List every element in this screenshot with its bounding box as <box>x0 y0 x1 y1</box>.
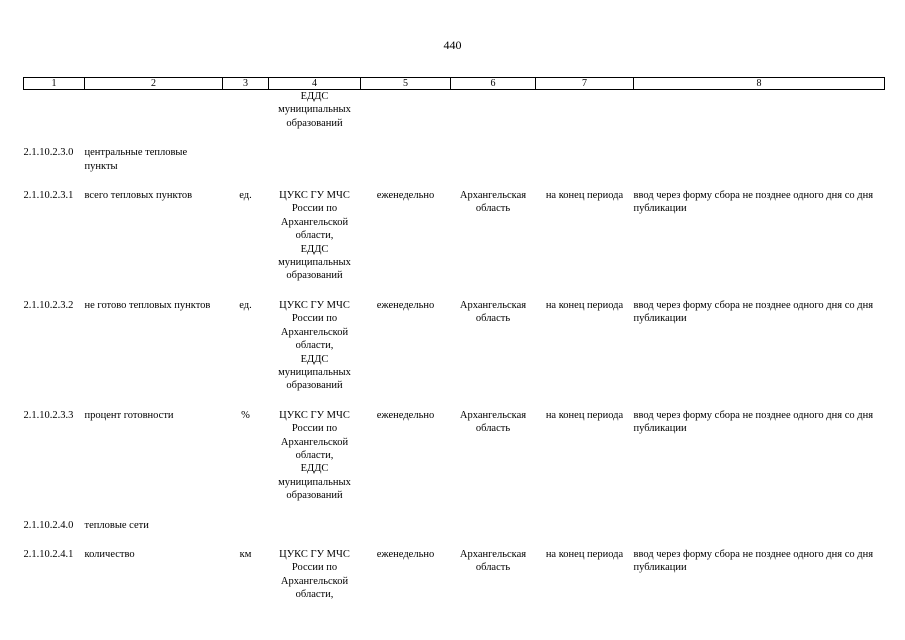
unit-cell: % <box>241 409 250 421</box>
source-line: ЦУКС ГУ МЧС <box>279 409 350 421</box>
table-row <box>24 519 885 548</box>
source-cell <box>269 189 361 299</box>
period-cell <box>536 519 634 548</box>
source-line: ЦУКС ГУ МЧС <box>279 548 350 560</box>
column-number: 5 <box>361 78 451 90</box>
territory-cell <box>451 519 536 548</box>
frequency-cell <box>361 146 451 189</box>
source-line: образований <box>286 380 343 392</box>
indicator-code: 2.1.10.2.4.1 <box>23 548 74 560</box>
source-cell <box>269 548 361 618</box>
method-cell <box>634 146 885 189</box>
frequency-cell: еженедельно <box>376 409 435 421</box>
source-line: Архангельской <box>280 326 349 338</box>
source-line: муниципальных <box>278 257 351 269</box>
method-cell: ввод через форму сбора не позднее одного дня со дня публикации <box>633 190 874 215</box>
source-line: образований <box>286 270 343 282</box>
territory-cell: Архангельская область <box>459 299 527 325</box>
source-line: ЕДДС <box>300 463 329 475</box>
source-line: России по <box>291 423 338 435</box>
frequency-cell: еженедельно <box>376 299 435 311</box>
source-line: образований <box>286 117 343 129</box>
frequency-cell <box>361 519 451 548</box>
source-cell <box>269 409 361 519</box>
territory-cell: Архангельская область <box>459 548 527 574</box>
source-line: ЕДДС <box>300 353 329 365</box>
column-number: 8 <box>634 78 885 90</box>
indicator-code: 2.1.10.2.3.3 <box>23 409 74 421</box>
source-line: Архангельской <box>280 575 349 587</box>
period-cell: на конец периода <box>545 548 624 560</box>
indicator-name: тепловые сети <box>84 519 149 531</box>
source-line: Архангельской <box>280 436 349 448</box>
territory-cell: Архангельская область <box>459 409 527 435</box>
source-line: области, <box>295 589 334 601</box>
source-line: области, <box>295 449 334 461</box>
indicator-name: не готово тепловых пунктов <box>84 299 211 311</box>
source-line: муниципальных <box>278 104 351 116</box>
source-line: ЕДДС <box>300 91 329 102</box>
territory-cell <box>451 146 536 189</box>
table-row <box>24 189 885 299</box>
column-number-row <box>24 78 885 90</box>
column-number: 1 <box>24 78 85 90</box>
indicator-table <box>23 77 885 618</box>
period-cell: на конец периода <box>545 299 624 311</box>
unit-cell: ед. <box>239 299 252 311</box>
source-line: России по <box>291 203 338 215</box>
method-cell: ввод через форму сбора не позднее одного дня со дня публикации <box>633 409 874 435</box>
source-cell <box>269 90 361 147</box>
indicator-code: 2.1.10.2.3.2 <box>23 299 74 311</box>
column-number: 2 <box>85 78 223 90</box>
source-cell <box>269 519 361 548</box>
method-cell: ввод через форму сбора не позднее одного дня со дня публикации <box>633 548 874 574</box>
table-row <box>24 409 885 519</box>
period-cell <box>536 146 634 189</box>
source-line: муниципальных <box>278 366 351 378</box>
column-number: 7 <box>536 78 634 90</box>
unit-cell <box>223 519 269 548</box>
indicator-code: 2.1.10.2.3.0 <box>23 147 74 159</box>
frequency-cell: еженедельно <box>376 548 435 560</box>
source-line: ЦУКС ГУ МЧС <box>279 299 350 311</box>
source-line: Архангельской <box>280 216 349 228</box>
frequency-cell: еженедельно <box>376 190 435 202</box>
indicator-name: процент готовности <box>84 409 174 421</box>
method-cell: ввод через форму сбора не позднее одного дня со дня публикации <box>633 299 874 325</box>
source-cell <box>269 146 361 189</box>
source-line: России по <box>291 313 338 325</box>
source-line: России по <box>291 562 338 574</box>
table-row <box>24 548 885 618</box>
unit-cell: ед. <box>239 190 252 202</box>
period-cell: на конец периода <box>545 190 624 202</box>
source-line: ЕДДС <box>300 243 329 255</box>
method-cell <box>634 519 885 548</box>
table-row <box>24 299 885 409</box>
column-number: 4 <box>269 78 361 90</box>
source-line: ЦУКС ГУ МЧС <box>279 190 350 202</box>
indicator-name: центральные тепловые пункты <box>84 147 188 172</box>
source-line: образований <box>286 490 343 502</box>
indicator-name: всего тепловых пунктов <box>84 190 193 202</box>
source-line: области, <box>295 230 334 242</box>
period-cell: на конец периода <box>545 409 624 421</box>
indicator-code: 2.1.10.2.4.0 <box>23 519 74 531</box>
unit-cell <box>223 146 269 189</box>
continuation-row <box>24 90 885 147</box>
indicator-code: 2.1.10.2.3.1 <box>23 190 74 202</box>
territory-cell: Архангельская область <box>459 190 527 215</box>
column-number: 6 <box>451 78 536 90</box>
page-number: 440 <box>443 38 462 52</box>
source-line: области, <box>295 340 334 352</box>
source-line: муниципальных <box>278 476 351 488</box>
column-number: 3 <box>223 78 269 90</box>
unit-cell: км <box>239 548 252 560</box>
source-cell <box>269 299 361 409</box>
indicator-name: количество <box>84 548 135 560</box>
table-row <box>24 146 885 189</box>
